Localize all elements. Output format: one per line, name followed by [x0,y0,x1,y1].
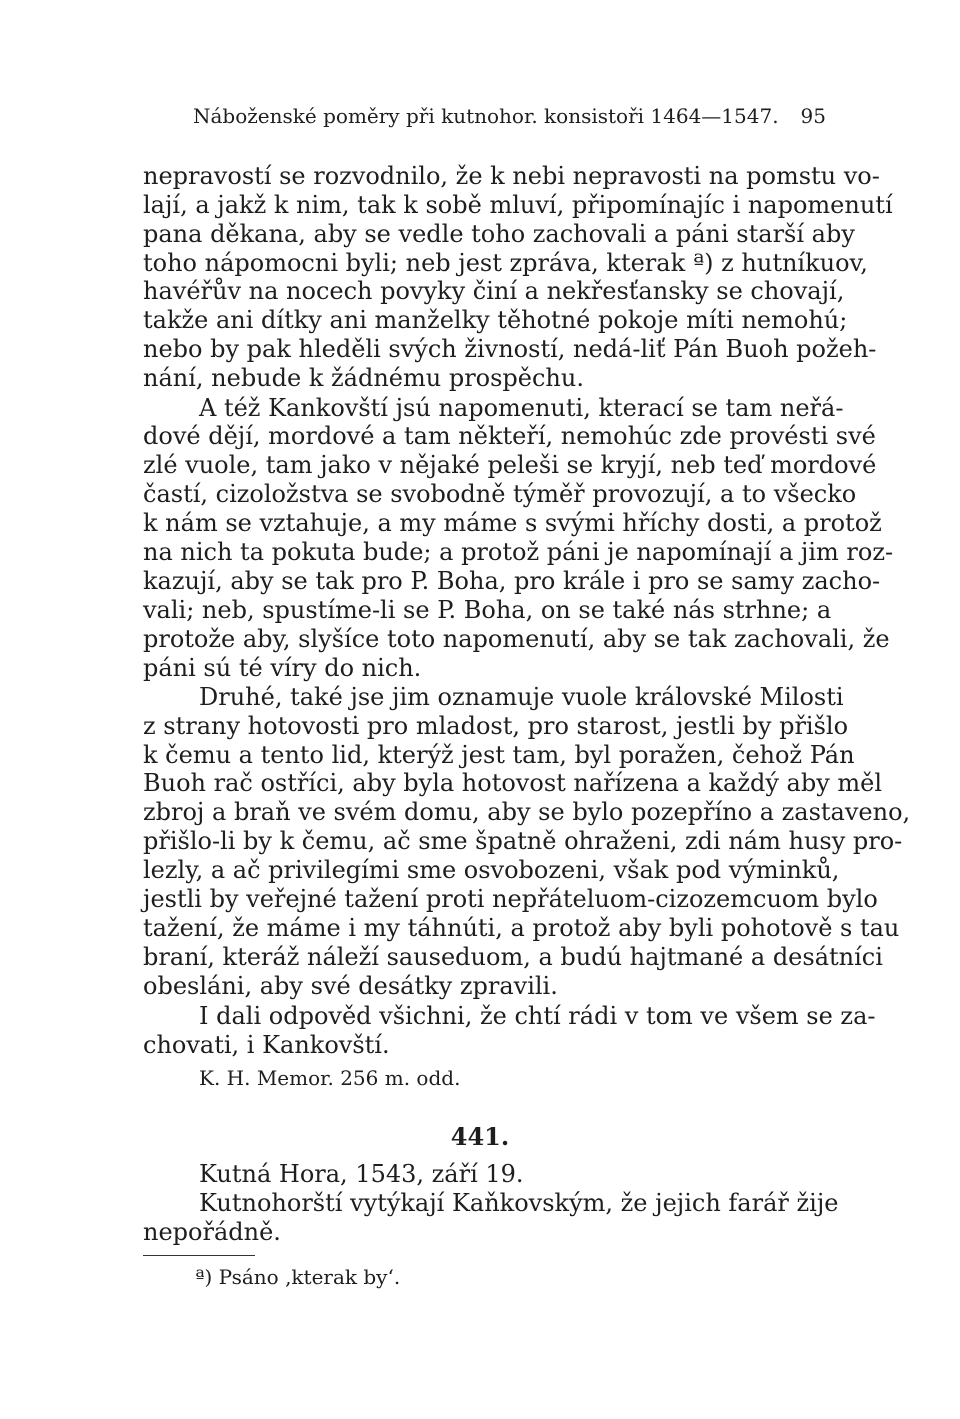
text-line: zbroj a braň ve svém domu, aby se bylo pozepříno a zastaveno, [143,798,911,826]
text-line: nepravostí se rozvodnilo, že k nebi nepravosti na pomstu vo- [143,162,880,190]
text-line: tažení, že máme i my táhnúti, a protož aby byli pohotově s tau [143,914,900,942]
text-line: nebo by pak hleděli svých živností, nedá-liť Pán Buoh požeh- [143,335,877,363]
text-line: vali; neb, spustíme-li se P. Boha, on se také nás strhne; a [143,596,832,624]
text-line: dové dějí, mordové a tam někteří, nemohúc zde provésti své [143,422,876,450]
text-line: lezly, a ač privilegími sme osvobozeni, však pod výminků, [143,856,840,884]
text-line: Druhé, také jse jim oznamuje vuole královské Milosti [199,683,844,711]
text-line: častí, cizoložstva se svobodně týměř provozují, a to všecko [143,480,857,508]
footnote-rule [143,1255,255,1256]
text-line: na nich ta pokuta bude; a protož páni je napomínají a jim roz- [143,538,894,566]
text-line: pana děkana, aby se vedle toho zachovali a páni starší aby [143,220,855,248]
text-line: toho nápomocni byli; neb jest zpráva, kterak ª) z hutníkuov, [143,249,868,277]
text-line: z strany hotovosti pro mladost, pro starost, jestli by přišlo [143,712,849,740]
text-line: protože aby, slyšíce toto napomenutí, aby se tak zachovali, že [143,625,890,653]
document-summary-line: nepořádně. [143,1218,281,1246]
footnote: ª) Psáno ‚kterak by‘. [195,1265,401,1289]
text-line: zlé vuole, tam jako v nějaké peleši se kryjí, neb teď mordové [143,451,877,479]
text-line: k čemu a tento lid, kterýž jest tam, byl poražen, čehož Pán [143,741,855,769]
text-line: A též Kankovští jsú napomenuti, kterací se tam neřá- [199,394,844,422]
text-line: takže ani dítky ani manželky těhotné pokoje míti nemohú; [143,306,848,334]
page-number: 95 [800,104,826,128]
text-line: chovati, i Kankovští. [143,1031,390,1059]
text-line: jestli by veřejné tažení proti nepřáteluom-cizozemcuom bylo [143,885,878,913]
text-line: k nám se vztahuje, a my máme s svými hříchy dosti, a protož [143,509,882,537]
text-line: kazují, aby se tak pro P. Boha, pro krále i pro se samy zacho- [143,567,881,595]
text-line: lají, a jakž k nim, tak k sobě mluví, připomínajíc i napomenutí [143,191,893,219]
running-header [193,104,826,128]
document-place-date: Kutná Hora, 1543, září 19. [199,1160,524,1188]
document-summary-line: Kutnohorští vytýkají Kaňkovským, že jejich farář žije [199,1189,839,1217]
text-line: obesláni, aby své desátky zpravili. [143,972,558,1000]
text-line: nání, nebude k žádnému prospěchu. [143,364,584,392]
text-line: Buoh rač ostříci, aby byla hotovost nařízena a každý aby měl [143,769,883,797]
source-reference: K. H. Memor. 256 m. odd. [199,1066,461,1090]
text-line: I dali odpověd všichni, že chtí rádi v tom ve všem se za- [199,1002,876,1030]
header-title: Náboženské poměry při kutnohor. konsistoři 1464—1547. [193,104,779,128]
text-line: páni sú té víry do nich. [143,654,422,682]
document-number: 441. [450,1122,510,1151]
text-line: havéřův na nocech povyky činí a nekřesťansky se chovají, [143,277,845,305]
text-line: přišlo-li by k čemu, ač sme špatně ohraženi, zdi nám husy pro- [143,827,903,855]
text-line: braní, kteráž náleží sauseduom, a budú hajtmané a desátníci [143,943,883,971]
